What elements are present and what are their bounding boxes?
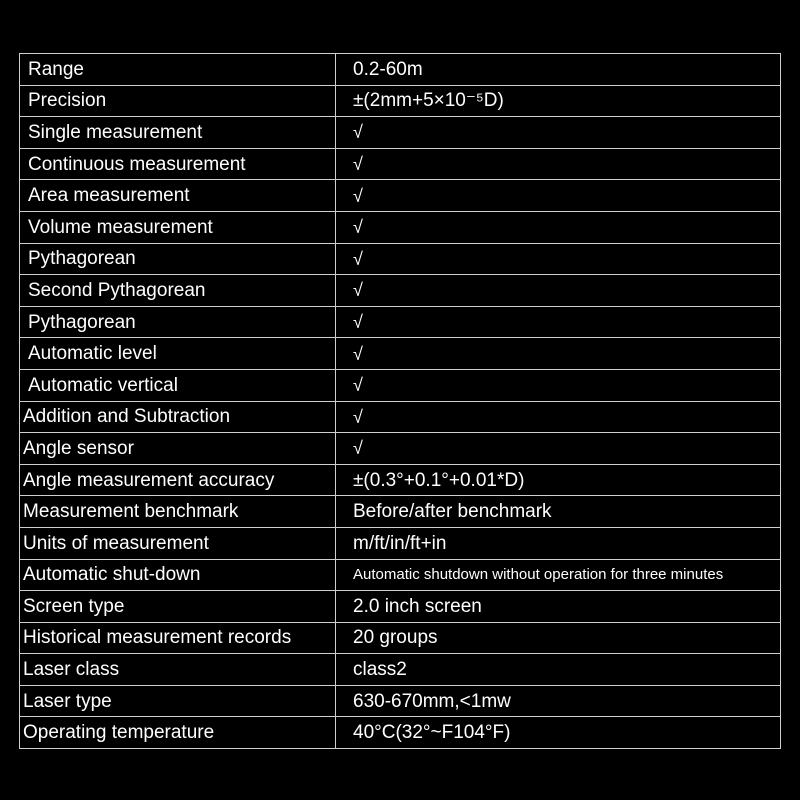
table-row — [20, 243, 781, 275]
spec-label: Laser class — [20, 654, 336, 686]
table-row — [20, 85, 781, 117]
spec-label: Automatic level — [20, 338, 336, 370]
spec-label: Continuous measurement — [20, 148, 336, 180]
table-row — [20, 369, 781, 401]
spec-value: Automatic shutdown without operation for three minutes — [336, 559, 781, 591]
table-row — [20, 654, 781, 686]
table-row — [20, 401, 781, 433]
spec-value: 0.2-60m — [336, 54, 781, 86]
table-row — [20, 306, 781, 338]
spec-label: Addition and Subtraction — [20, 401, 336, 433]
table-row — [20, 591, 781, 623]
table-row — [20, 559, 781, 591]
check-mark-icon: √ — [336, 180, 781, 212]
spec-label: Units of measurement — [20, 527, 336, 559]
check-mark-icon: √ — [336, 117, 781, 149]
check-mark-icon: √ — [336, 275, 781, 307]
spec-label: Precision — [20, 85, 336, 117]
table-row — [20, 464, 781, 496]
table-row — [20, 275, 781, 307]
spec-label: Historical measurement records — [20, 622, 336, 654]
spec-table — [19, 53, 781, 749]
spec-label: Angle measurement accuracy — [20, 464, 336, 496]
table-row — [20, 180, 781, 212]
table-row — [20, 622, 781, 654]
spec-value: 630-670mm,<1mw — [336, 685, 781, 717]
spec-label: Volume measurement — [20, 211, 336, 243]
spec-label: Laser type — [20, 685, 336, 717]
spec-value: class2 — [336, 654, 781, 686]
spec-label: Pythagorean — [20, 306, 336, 338]
spec-value: ±(0.3°+0.1°+0.01*D) — [336, 464, 781, 496]
spec-value: 20 groups — [336, 622, 781, 654]
table-row — [20, 54, 781, 86]
table-row — [20, 148, 781, 180]
spec-label: Second Pythagorean — [20, 275, 336, 307]
spec-label: Pythagorean — [20, 243, 336, 275]
check-mark-icon: √ — [336, 148, 781, 180]
spec-label: Angle sensor — [20, 433, 336, 465]
table-row — [20, 527, 781, 559]
check-mark-icon: √ — [336, 211, 781, 243]
table-row — [20, 338, 781, 370]
spec-label: Automatic shut-down — [20, 559, 336, 591]
spec-label: Automatic vertical — [20, 369, 336, 401]
spec-value: 40°C(32°~F104°F) — [336, 717, 781, 749]
spec-value: ±(2mm+5×10⁻⁵D) — [336, 85, 781, 117]
spec-value: m/ft/in/ft+in — [336, 527, 781, 559]
spec-label: Measurement benchmark — [20, 496, 336, 528]
table-row — [20, 717, 781, 749]
table-row — [20, 433, 781, 465]
spec-value: Before/after benchmark — [336, 496, 781, 528]
check-mark-icon: √ — [336, 338, 781, 370]
check-mark-icon: √ — [336, 369, 781, 401]
table-row — [20, 117, 781, 149]
check-mark-icon: √ — [336, 401, 781, 433]
check-mark-icon: √ — [336, 306, 781, 338]
table-row — [20, 685, 781, 717]
check-mark-icon: √ — [336, 433, 781, 465]
spec-label: Operating temperature — [20, 717, 336, 749]
spec-label: Single measurement — [20, 117, 336, 149]
spec-label: Area measurement — [20, 180, 336, 212]
check-mark-icon: √ — [336, 243, 781, 275]
spec-label: Range — [20, 54, 336, 86]
spec-value: 2.0 inch screen — [336, 591, 781, 623]
table-row — [20, 211, 781, 243]
spec-label: Screen type — [20, 591, 336, 623]
table-row — [20, 496, 781, 528]
